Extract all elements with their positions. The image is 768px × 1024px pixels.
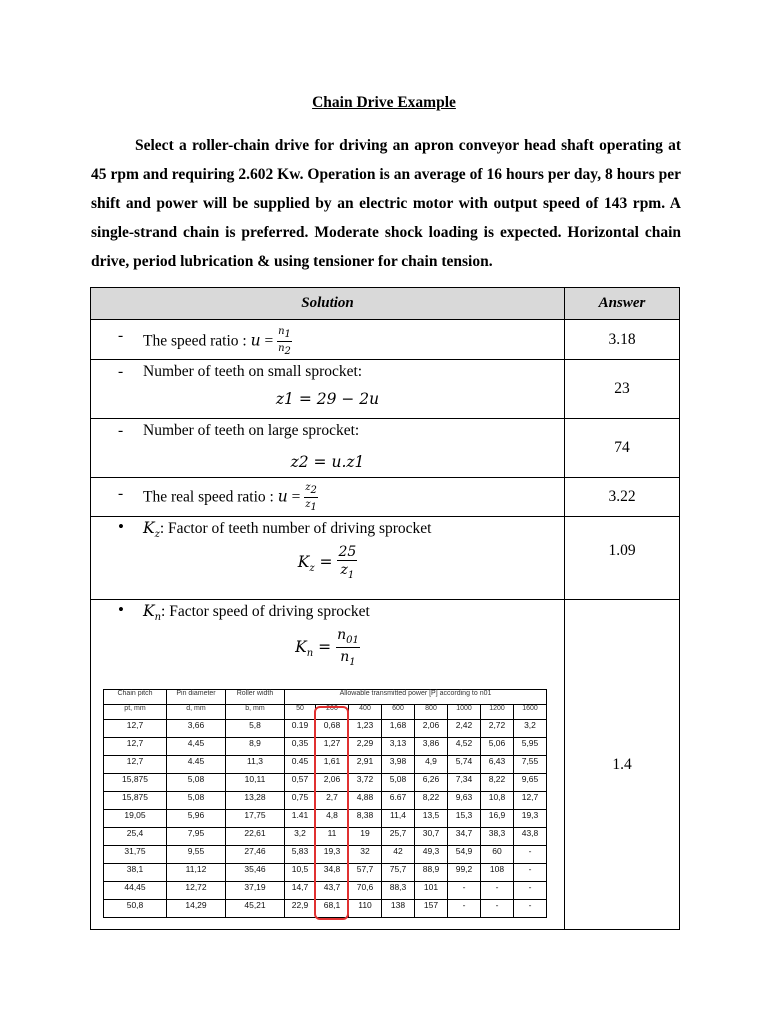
- document-title: Chain Drive Example: [312, 94, 456, 111]
- scan-cell: 157: [415, 900, 448, 918]
- table-row: [91, 320, 680, 360]
- scan-cell: 11,3: [226, 756, 285, 774]
- scan-cell: 1,61: [316, 756, 349, 774]
- scan-cell: 5,96: [167, 810, 226, 828]
- scan-cell: 38,1: [104, 864, 167, 882]
- dash-bullet: -: [118, 363, 124, 380]
- scan-cell: 4,8: [316, 810, 349, 828]
- scan-header-cell: Pin diameter: [167, 690, 226, 705]
- large-sprocket-label: Number of teeth on large sprocket:: [143, 422, 360, 439]
- scan-cell: 6,43: [481, 756, 514, 774]
- scan-cell: 0.19: [285, 720, 316, 738]
- scan-cell: 15,3: [448, 810, 481, 828]
- problem-text: Select a roller-chain drive for driving an apron conveyor head shaft operating at 45 rpm and requiring 2.602 Kw. Operation is an average of 16 hours per day, 8 hours per shift and power will be supplied by an electric motor with output speed of 143 rpm. A single-strand chain is preferred. Moderate shock loading is expected. Horizontal chain drive, period lubrication & using tensioner for chain tension.: [91, 137, 681, 270]
- solution-cell: [91, 600, 565, 930]
- scan-header-cell: Chain pitch: [104, 690, 167, 705]
- scan-cell: -: [481, 882, 514, 900]
- speed-header-cell: 1600: [514, 705, 547, 720]
- scan-cell: 19: [349, 828, 382, 846]
- scan-cell: 35,46: [226, 864, 285, 882]
- speed-header-cell: 1000: [448, 705, 481, 720]
- scan-cell: -: [514, 846, 547, 864]
- scan-cell: 45,21: [226, 900, 285, 918]
- large-sprocket-equation: z2 = u.z1: [290, 453, 365, 471]
- scan-cell: 5,08: [167, 774, 226, 792]
- scan-cell: -: [514, 882, 547, 900]
- speed-header-cell: 400: [349, 705, 382, 720]
- scan-cell: 4.45: [167, 756, 226, 774]
- scan-cell: 0.45: [285, 756, 316, 774]
- scan-cell: 8,22: [481, 774, 514, 792]
- bullet-point: •: [118, 600, 124, 619]
- scan-cell: 5,06: [481, 738, 514, 756]
- scan-cell: -: [514, 900, 547, 918]
- scan-cell: 3,86: [415, 738, 448, 756]
- dash-bullet: -: [118, 422, 124, 439]
- scan-cell: 38,3: [481, 828, 514, 846]
- scan-cell: 110: [349, 900, 382, 918]
- scan-cell: 5,08: [382, 774, 415, 792]
- scan-cell: 34,7: [448, 828, 481, 846]
- scan-cell: 5,08: [167, 792, 226, 810]
- speed-ratio-label: The speed ratio : u = $\frac{n_1}{n_2}$: [143, 326, 291, 357]
- scan-cell: 13,5: [415, 810, 448, 828]
- answer-cell: 3.18: [565, 320, 680, 360]
- scan-cell: 2,06: [316, 774, 349, 792]
- scan-cell: 4,52: [448, 738, 481, 756]
- scan-cell: 138: [382, 900, 415, 918]
- scan-cell: 11,4: [382, 810, 415, 828]
- table-row: [91, 419, 680, 478]
- scan-cell: 9,55: [167, 846, 226, 864]
- scan-cell: 30,7: [415, 828, 448, 846]
- speed-header-cell: 50: [285, 705, 316, 720]
- table-row: [91, 517, 680, 600]
- scan-cell: 4,9: [415, 756, 448, 774]
- scan-cell: 12,7: [104, 738, 167, 756]
- scan-cell: 2,06: [415, 720, 448, 738]
- scan-cell: 8,9: [226, 738, 285, 756]
- solution-cell: [91, 419, 565, 478]
- answer-cell: 1.4: [565, 600, 680, 930]
- scan-cell: 0,35: [285, 738, 316, 756]
- scan-cell: 15,875: [104, 774, 167, 792]
- table-row: [91, 478, 680, 517]
- scan-header-cell: Allowable transmitted power [P] according to n01: [285, 690, 547, 705]
- scan-cell: 5,74: [448, 756, 481, 774]
- scan-cell: 60: [481, 846, 514, 864]
- scan-cell: 4,45: [167, 738, 226, 756]
- scan-cell: 3,66: [167, 720, 226, 738]
- answer-cell: 23: [565, 360, 680, 419]
- scan-cell: 3,13: [382, 738, 415, 756]
- kz-equation: $K_z$ = $\frac{25}{z_1}$: [297, 544, 357, 581]
- scan-cell: 2,42: [448, 720, 481, 738]
- scan-cell: 3,72: [349, 774, 382, 792]
- scan-cell: 68,1: [316, 900, 349, 918]
- scan-cell: 3,2: [285, 828, 316, 846]
- scan-cell: 44,45: [104, 882, 167, 900]
- scan-cell: 42: [382, 846, 415, 864]
- highlight-box: [314, 706, 349, 920]
- scan-cell: 10,11: [226, 774, 285, 792]
- scan-cell: 12,7: [514, 792, 547, 810]
- speed-header-cell: 1200: [481, 705, 514, 720]
- scan-cell: 19,05: [104, 810, 167, 828]
- scan-cell: 22,61: [226, 828, 285, 846]
- scan-cell: 7,95: [167, 828, 226, 846]
- answer-cell: 3.22: [565, 478, 680, 517]
- scan-cell: 75,7: [382, 864, 415, 882]
- scan-cell: 70,6: [349, 882, 382, 900]
- problem-statement: [91, 131, 681, 276]
- scan-cell: 27,46: [226, 846, 285, 864]
- scan-cell: 22,9: [285, 900, 316, 918]
- solution-cell: [91, 320, 565, 360]
- scan-cell: 43,8: [514, 828, 547, 846]
- scan-cell: 11: [316, 828, 349, 846]
- scan-cell: 12,7: [104, 720, 167, 738]
- scan-cell: 5,95: [514, 738, 547, 756]
- table-row: [91, 360, 680, 419]
- table-row: [91, 600, 680, 930]
- scan-cell: 11,12: [167, 864, 226, 882]
- scan-subheader-cell: b, mm: [226, 705, 285, 720]
- scan-cell: 3,98: [382, 756, 415, 774]
- scan-cell: -: [448, 882, 481, 900]
- scan-cell: -: [481, 900, 514, 918]
- scan-cell: 50,8: [104, 900, 167, 918]
- scan-cell: 6,26: [415, 774, 448, 792]
- scan-cell: 10,5: [285, 864, 316, 882]
- scan-cell: 108: [481, 864, 514, 882]
- answer-header: Answer: [565, 288, 680, 320]
- scan-cell: 2,29: [349, 738, 382, 756]
- table-header-row: [91, 288, 680, 320]
- kn-equation: $K_n$ = $\frac{n_{01}}{n_1}$: [295, 627, 359, 668]
- solution-cell: [91, 478, 565, 517]
- kz-label: $K_z$: Factor of teeth number of driving sprocket: [143, 519, 432, 541]
- scan-cell: 0,75: [285, 792, 316, 810]
- scan-subheader-cell: d, mm: [167, 705, 226, 720]
- scan-cell: 12,7: [104, 756, 167, 774]
- dash-bullet: -: [118, 327, 124, 344]
- scan-cell: 32: [349, 846, 382, 864]
- scan-cell: 5,83: [285, 846, 316, 864]
- scan-cell: 25,4: [104, 828, 167, 846]
- scan-cell: 19,3: [316, 846, 349, 864]
- scan-cell: 6.67: [382, 792, 415, 810]
- answer-cell: 1.09: [565, 517, 680, 600]
- scan-cell: -: [514, 864, 547, 882]
- scan-header-row: [104, 690, 547, 705]
- scan-cell: 57,7: [349, 864, 382, 882]
- speed-header-cell: 200: [316, 705, 349, 720]
- scan-cell: 31,75: [104, 846, 167, 864]
- scan-cell: 2,7: [316, 792, 349, 810]
- scan-cell: 0,68: [316, 720, 349, 738]
- solution-cell: [91, 360, 565, 419]
- solution-header: Solution: [91, 288, 565, 320]
- scan-cell: 1,27: [316, 738, 349, 756]
- scan-cell: 88,9: [415, 864, 448, 882]
- scan-cell: 13,28: [226, 792, 285, 810]
- scan-cell: 34,8: [316, 864, 349, 882]
- scan-cell: 14,29: [167, 900, 226, 918]
- scan-cell: 2,72: [481, 720, 514, 738]
- scan-cell: 1,23: [349, 720, 382, 738]
- small-sprocket-equation: z1 = 29 − 2u: [275, 390, 380, 408]
- scan-cell: 15,875: [104, 792, 167, 810]
- scan-cell: 0,57: [285, 774, 316, 792]
- scan-cell: 1.41: [285, 810, 316, 828]
- scan-cell: 5,8: [226, 720, 285, 738]
- scan-cell: 8,38: [349, 810, 382, 828]
- scan-cell: 99,2: [448, 864, 481, 882]
- speed-header-cell: 600: [382, 705, 415, 720]
- scan-cell: 4,88: [349, 792, 382, 810]
- scan-header-cell: Roller width: [226, 690, 285, 705]
- scan-cell: 17,75: [226, 810, 285, 828]
- dash-bullet: -: [118, 485, 124, 502]
- scan-cell: 101: [415, 882, 448, 900]
- scan-cell: 25,7: [382, 828, 415, 846]
- scan-subheader-cell: pt, mm: [104, 705, 167, 720]
- scan-cell: 37,19: [226, 882, 285, 900]
- scan-cell: 43,7: [316, 882, 349, 900]
- scan-cell: 14,7: [285, 882, 316, 900]
- scan-cell: 8,22: [415, 792, 448, 810]
- scan-cell: 54,9: [448, 846, 481, 864]
- solution-cell: [91, 517, 565, 600]
- scan-cell: 2,91: [349, 756, 382, 774]
- answer-cell: 74: [565, 419, 680, 478]
- scan-cell: -: [448, 900, 481, 918]
- scan-cell: 12,72: [167, 882, 226, 900]
- scan-cell: 9,63: [448, 792, 481, 810]
- scan-cell: 10,8: [481, 792, 514, 810]
- scan-cell: 3,2: [514, 720, 547, 738]
- scan-cell: 88,3: [382, 882, 415, 900]
- small-sprocket-label: Number of teeth on small sprocket:: [143, 363, 363, 380]
- solution-table: [90, 287, 680, 930]
- scan-cell: 1,68: [382, 720, 415, 738]
- scan-cell: 7,34: [448, 774, 481, 792]
- bullet-point: •: [118, 517, 124, 536]
- scan-cell: 9,65: [514, 774, 547, 792]
- scan-cell: 19,3: [514, 810, 547, 828]
- kn-label: $K_n$: Factor speed of driving sprocket: [143, 602, 370, 624]
- scan-cell: 7,55: [514, 756, 547, 774]
- speed-header-cell: 800: [415, 705, 448, 720]
- real-speed-ratio-label: The real speed ratio : u = $\frac{z_2}{z_1}$: [143, 482, 317, 513]
- scan-cell: 16,9: [481, 810, 514, 828]
- scan-cell: 49,3: [415, 846, 448, 864]
